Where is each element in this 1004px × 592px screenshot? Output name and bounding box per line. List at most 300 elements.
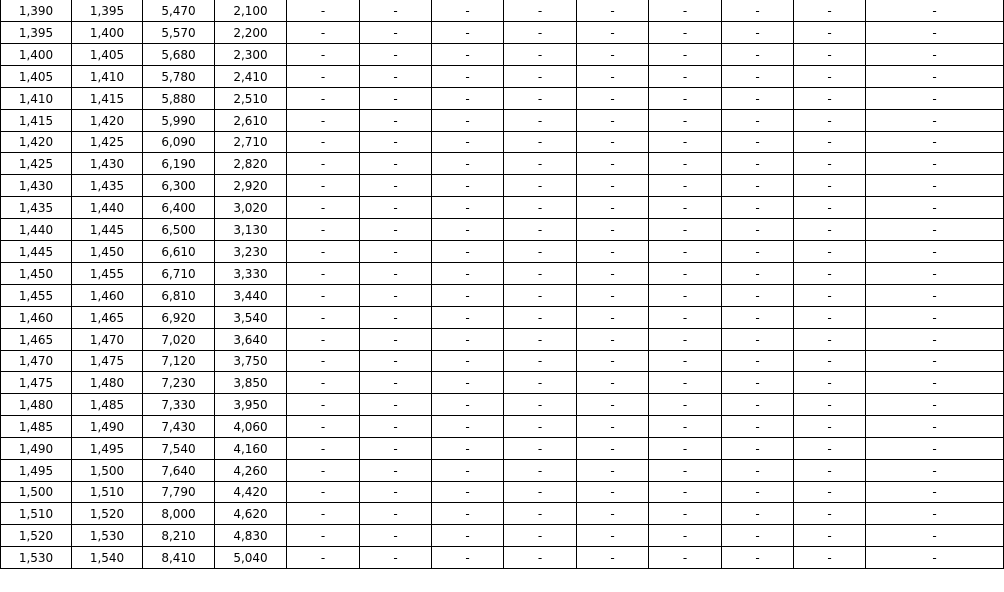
table-cell: - [432, 153, 504, 175]
table-row [1, 460, 1004, 482]
table-cell: - [504, 197, 577, 219]
table-cell: - [432, 110, 504, 132]
table-cell: - [794, 460, 866, 482]
table-cell: 6,190 [143, 153, 215, 175]
table-cell: 1,455 [1, 285, 72, 307]
table-cell: - [504, 44, 577, 66]
table-cell: - [432, 132, 504, 153]
table-cell: - [504, 22, 577, 44]
table-cell: 1,445 [1, 241, 72, 263]
table-cell: - [722, 0, 794, 22]
table-cell: - [722, 285, 794, 307]
table-cell: - [722, 263, 794, 285]
table-cell: - [649, 351, 722, 372]
table-cell: - [504, 416, 577, 438]
table-cell: 2,100 [215, 0, 287, 22]
table-cell: - [722, 175, 794, 197]
table-cell: - [504, 88, 577, 110]
table-cell: - [649, 394, 722, 416]
table-cell: 4,420 [215, 482, 287, 503]
table-row [1, 351, 1004, 372]
table-cell: 3,850 [215, 372, 287, 394]
table-cell: 5,570 [143, 22, 215, 44]
table-cell: 5,780 [143, 66, 215, 88]
table-cell: 6,400 [143, 197, 215, 219]
table-cell: - [866, 263, 1004, 285]
table-cell: - [360, 460, 432, 482]
table-cell: - [649, 482, 722, 503]
table-cell: 5,040 [215, 547, 287, 569]
table-cell: 1,420 [1, 132, 72, 153]
table-cell: 1,395 [1, 22, 72, 44]
table-cell: - [722, 525, 794, 547]
table-cell: - [577, 525, 649, 547]
table-cell: 1,440 [1, 219, 72, 241]
table-cell: - [794, 351, 866, 372]
table-cell: - [360, 285, 432, 307]
table-cell: 2,820 [215, 153, 287, 175]
table-row [1, 503, 1004, 525]
table-row [1, 66, 1004, 88]
table-cell: - [794, 241, 866, 263]
table-cell: - [504, 372, 577, 394]
table-cell: 1,455 [72, 263, 143, 285]
table-cell: - [287, 132, 360, 153]
table-cell: - [360, 241, 432, 263]
table-cell: - [866, 44, 1004, 66]
table-cell: - [504, 460, 577, 482]
table-cell: - [866, 438, 1004, 460]
table-cell: - [504, 263, 577, 285]
table-cell: - [866, 351, 1004, 372]
table-cell: - [866, 525, 1004, 547]
table-cell: - [360, 132, 432, 153]
table-cell: - [722, 66, 794, 88]
table-cell: 7,430 [143, 416, 215, 438]
table-cell: 3,540 [215, 307, 287, 329]
table-cell: 2,610 [215, 110, 287, 132]
table-cell: - [577, 132, 649, 153]
table-cell: - [722, 438, 794, 460]
table-cell: 1,430 [1, 175, 72, 197]
table-cell: - [649, 219, 722, 241]
table-cell: - [287, 66, 360, 88]
table-cell: - [722, 153, 794, 175]
table-cell: - [866, 66, 1004, 88]
table-cell: 2,920 [215, 175, 287, 197]
table-cell: - [722, 110, 794, 132]
table-cell: 3,440 [215, 285, 287, 307]
table-cell: 1,435 [72, 175, 143, 197]
table-cell: - [722, 416, 794, 438]
table-cell: - [649, 372, 722, 394]
table-cell: - [287, 0, 360, 22]
table-cell: - [360, 547, 432, 569]
table-cell: 1,420 [72, 110, 143, 132]
table-cell: - [287, 307, 360, 329]
table-cell: 7,120 [143, 351, 215, 372]
table-cell: 1,495 [1, 460, 72, 482]
table-cell: - [577, 219, 649, 241]
table-cell: - [432, 88, 504, 110]
table-cell: - [432, 460, 504, 482]
table-cell: 3,750 [215, 351, 287, 372]
table-cell: - [360, 263, 432, 285]
table-row [1, 22, 1004, 44]
table-cell: - [432, 219, 504, 241]
table-cell: - [794, 416, 866, 438]
table-cell: 1,490 [1, 438, 72, 460]
table-cell: - [432, 372, 504, 394]
table-cell: - [432, 66, 504, 88]
table-cell: - [577, 438, 649, 460]
table-cell: - [722, 22, 794, 44]
table-cell: - [360, 175, 432, 197]
table-cell: - [287, 110, 360, 132]
table-cell: - [649, 241, 722, 263]
table-cell: 1,470 [1, 351, 72, 372]
table-cell: - [866, 219, 1004, 241]
table-cell: 8,410 [143, 547, 215, 569]
table-cell: - [649, 416, 722, 438]
table-cell: - [866, 460, 1004, 482]
table-cell: 4,060 [215, 416, 287, 438]
table-cell: - [577, 460, 649, 482]
table-cell: 1,440 [72, 197, 143, 219]
table-cell: - [432, 285, 504, 307]
table-cell: 6,810 [143, 285, 215, 307]
table-cell: - [866, 197, 1004, 219]
table-cell: - [722, 329, 794, 351]
table-cell: 1,465 [72, 307, 143, 329]
table-cell: 1,430 [72, 153, 143, 175]
table-cell: - [287, 197, 360, 219]
table-cell: - [866, 285, 1004, 307]
table-cell: - [577, 153, 649, 175]
table-cell: - [866, 482, 1004, 503]
table-cell: - [794, 88, 866, 110]
table-cell: - [287, 416, 360, 438]
table-cell: - [504, 110, 577, 132]
table-cell: - [649, 110, 722, 132]
table-cell: 1,520 [72, 503, 143, 525]
table-cell: 5,990 [143, 110, 215, 132]
table-cell: 7,230 [143, 372, 215, 394]
table-cell: - [722, 307, 794, 329]
table-cell: - [287, 219, 360, 241]
table-cell: 4,160 [215, 438, 287, 460]
table-cell: 1,475 [1, 372, 72, 394]
table-cell: - [722, 219, 794, 241]
table-cell: - [794, 438, 866, 460]
table-cell: - [866, 547, 1004, 569]
table-cell: - [504, 153, 577, 175]
table-cell: - [649, 66, 722, 88]
table-cell: - [504, 503, 577, 525]
table-cell: - [649, 44, 722, 66]
table-cell: - [287, 241, 360, 263]
table-cell: - [360, 394, 432, 416]
table-cell: 1,450 [72, 241, 143, 263]
table-cell: 8,000 [143, 503, 215, 525]
table-cell: - [360, 219, 432, 241]
table-cell: - [287, 394, 360, 416]
table-cell: 1,410 [72, 66, 143, 88]
table-cell: - [504, 132, 577, 153]
table-cell: - [577, 22, 649, 44]
table-cell: 1,540 [72, 547, 143, 569]
table-cell: - [504, 438, 577, 460]
table-row [1, 197, 1004, 219]
table-cell: - [577, 307, 649, 329]
table-cell: - [287, 525, 360, 547]
table-cell: - [360, 0, 432, 22]
table-cell: 6,090 [143, 132, 215, 153]
table-cell: - [287, 503, 360, 525]
table-cell: - [649, 88, 722, 110]
table-cell: - [722, 197, 794, 219]
table-cell: 5,680 [143, 44, 215, 66]
table-cell: - [287, 285, 360, 307]
table-cell: - [649, 22, 722, 44]
table-cell: 3,640 [215, 329, 287, 351]
table-cell: - [866, 22, 1004, 44]
table-cell: - [722, 351, 794, 372]
table-cell: - [360, 66, 432, 88]
table-cell: - [504, 66, 577, 88]
table-cell: - [794, 132, 866, 153]
table-cell: - [504, 0, 577, 22]
table-cell: - [794, 263, 866, 285]
table-body [1, 0, 1004, 569]
table-cell: 7,330 [143, 394, 215, 416]
table-cell: - [504, 175, 577, 197]
table-cell: - [649, 460, 722, 482]
table-row [1, 372, 1004, 394]
table-cell: 7,020 [143, 329, 215, 351]
table-row [1, 438, 1004, 460]
table-cell: 1,425 [72, 132, 143, 153]
table-cell: - [794, 329, 866, 351]
table-cell: - [432, 263, 504, 285]
table-cell: - [287, 175, 360, 197]
table-cell: 1,520 [1, 525, 72, 547]
table-cell: - [577, 197, 649, 219]
table-cell: 1,415 [72, 88, 143, 110]
table-cell: - [866, 0, 1004, 22]
table-cell: - [360, 22, 432, 44]
table-cell: - [649, 329, 722, 351]
table-cell: - [432, 482, 504, 503]
table-cell: - [504, 547, 577, 569]
table-cell: 6,710 [143, 263, 215, 285]
table-cell: - [504, 351, 577, 372]
table-cell: - [432, 22, 504, 44]
table-cell: - [432, 0, 504, 22]
table-cell: - [360, 153, 432, 175]
table-row [1, 285, 1004, 307]
table-cell: - [432, 241, 504, 263]
table-cell: 1,405 [72, 44, 143, 66]
table-cell: - [794, 547, 866, 569]
table-cell: - [432, 394, 504, 416]
table-cell: - [794, 219, 866, 241]
table-cell: 4,830 [215, 525, 287, 547]
table-cell: 1,490 [72, 416, 143, 438]
table-cell: - [577, 503, 649, 525]
table-cell: - [794, 394, 866, 416]
table-cell: - [577, 351, 649, 372]
table-cell: 5,880 [143, 88, 215, 110]
table-cell: - [432, 438, 504, 460]
table-cell: 1,400 [1, 44, 72, 66]
table-row [1, 132, 1004, 153]
table-row [1, 307, 1004, 329]
table-cell: 1,415 [1, 110, 72, 132]
table-cell: 1,445 [72, 219, 143, 241]
table-cell: - [360, 329, 432, 351]
table-row [1, 0, 1004, 22]
table-cell: - [432, 416, 504, 438]
table-cell: 1,530 [1, 547, 72, 569]
table-cell: - [360, 110, 432, 132]
table-cell: - [577, 175, 649, 197]
table-row [1, 263, 1004, 285]
table-cell: 3,330 [215, 263, 287, 285]
table-cell: - [577, 285, 649, 307]
table-cell: - [432, 307, 504, 329]
table-cell: 7,640 [143, 460, 215, 482]
table-cell: - [866, 394, 1004, 416]
table-cell: 6,610 [143, 241, 215, 263]
table-cell: - [360, 482, 432, 503]
table-cell: - [577, 241, 649, 263]
table-cell: 1,510 [72, 482, 143, 503]
table-cell: - [794, 153, 866, 175]
table-cell: - [287, 22, 360, 44]
table-cell: - [649, 438, 722, 460]
table-cell: - [866, 329, 1004, 351]
table-cell: 1,475 [72, 351, 143, 372]
table-cell: - [287, 351, 360, 372]
table-row [1, 416, 1004, 438]
table-cell: 1,530 [72, 525, 143, 547]
table-cell: - [722, 460, 794, 482]
table-cell: - [794, 44, 866, 66]
table-cell: - [722, 372, 794, 394]
table-cell: - [504, 241, 577, 263]
table-cell: - [432, 503, 504, 525]
table-row [1, 44, 1004, 66]
table-cell: - [794, 197, 866, 219]
table-cell: 1,390 [1, 0, 72, 22]
table-cell: - [866, 416, 1004, 438]
table-cell: 2,710 [215, 132, 287, 153]
table-cell: - [432, 525, 504, 547]
table-row [1, 241, 1004, 263]
table-cell: - [287, 44, 360, 66]
table-cell: 1,410 [1, 88, 72, 110]
table-cell: - [722, 503, 794, 525]
table-cell: 6,300 [143, 175, 215, 197]
table-cell: - [866, 132, 1004, 153]
table-cell: - [504, 525, 577, 547]
table-row [1, 394, 1004, 416]
table-row [1, 482, 1004, 503]
table-cell: - [287, 372, 360, 394]
table-cell: 1,460 [72, 285, 143, 307]
table-cell: - [794, 110, 866, 132]
table-cell: 1,400 [72, 22, 143, 44]
table-cell: 1,460 [1, 307, 72, 329]
table-cell: - [794, 22, 866, 44]
table-cell: - [794, 372, 866, 394]
table-cell: 1,485 [1, 416, 72, 438]
table-row [1, 547, 1004, 569]
table-cell: - [287, 263, 360, 285]
table-cell: - [287, 88, 360, 110]
table-cell: - [432, 351, 504, 372]
table-cell: - [649, 197, 722, 219]
table-cell: - [866, 372, 1004, 394]
table-cell: - [866, 153, 1004, 175]
table-cell: - [432, 44, 504, 66]
table-cell: - [794, 307, 866, 329]
table-cell: - [287, 547, 360, 569]
table-cell: 3,950 [215, 394, 287, 416]
table-cell: 1,465 [1, 329, 72, 351]
table-cell: - [360, 438, 432, 460]
table-row [1, 110, 1004, 132]
table-cell: - [360, 88, 432, 110]
table-cell: 4,260 [215, 460, 287, 482]
table-cell: - [722, 241, 794, 263]
table-cell: - [577, 110, 649, 132]
table-cell: - [504, 329, 577, 351]
table-cell: - [577, 88, 649, 110]
table-cell: 2,300 [215, 44, 287, 66]
table-cell: - [504, 285, 577, 307]
table-cell: - [577, 547, 649, 569]
table-cell: - [432, 329, 504, 351]
table-cell: - [866, 88, 1004, 110]
table-cell: - [649, 547, 722, 569]
table-cell: - [794, 285, 866, 307]
table-cell: - [360, 416, 432, 438]
table-cell: - [360, 503, 432, 525]
table-row [1, 219, 1004, 241]
table-cell: 1,500 [72, 460, 143, 482]
table-cell: - [577, 482, 649, 503]
table-cell: - [287, 460, 360, 482]
table-cell: - [360, 351, 432, 372]
table-cell: - [649, 132, 722, 153]
table-row [1, 88, 1004, 110]
table-cell: 1,510 [1, 503, 72, 525]
table-cell: 3,230 [215, 241, 287, 263]
table-cell: - [649, 263, 722, 285]
table-cell: - [794, 175, 866, 197]
table-cell: - [722, 88, 794, 110]
table-cell: 8,210 [143, 525, 215, 547]
table-row [1, 153, 1004, 175]
table-cell: - [504, 394, 577, 416]
table-cell: 3,020 [215, 197, 287, 219]
table-cell: - [432, 547, 504, 569]
table-cell: - [360, 197, 432, 219]
table-cell: 1,470 [72, 329, 143, 351]
table-row [1, 175, 1004, 197]
